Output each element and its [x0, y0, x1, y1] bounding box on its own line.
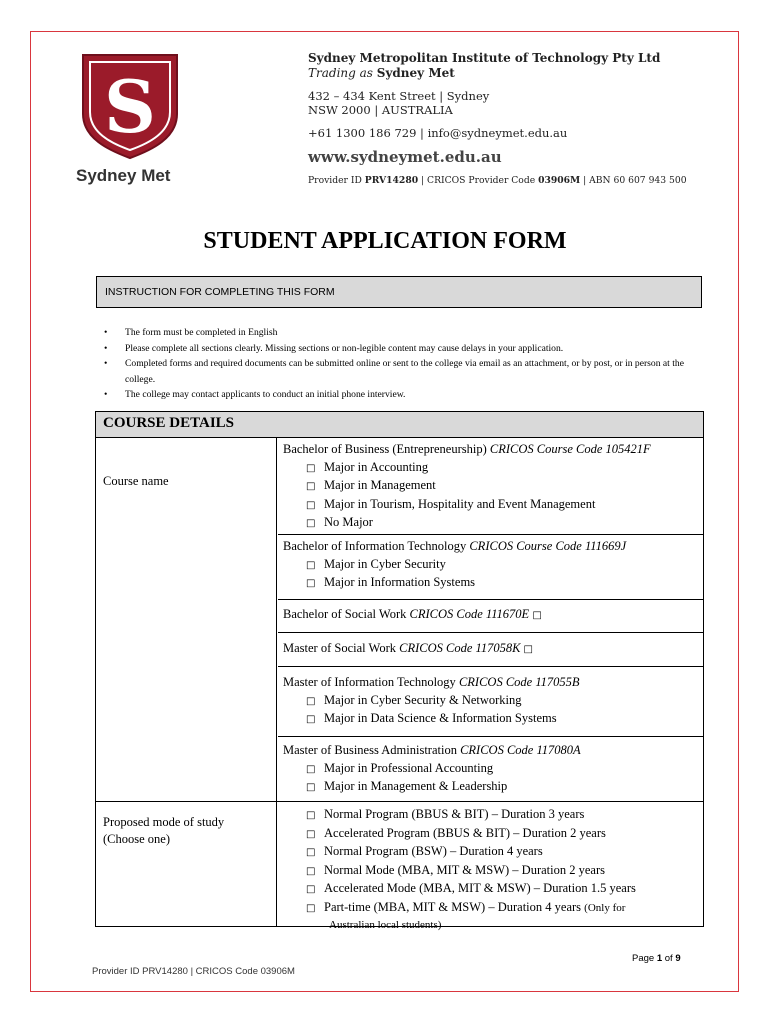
address-line-2: NSW 2000 | AUSTRALIA: [308, 103, 453, 117]
checkbox-icon[interactable]: □: [523, 644, 533, 655]
course-title: [283, 674, 703, 692]
instruction-item: • The form must be completed in English: [104, 325, 704, 341]
major-option[interactable]: □ Major in Accounting: [283, 459, 703, 478]
instructions-list: [104, 325, 704, 403]
major-option[interactable]: □ Major in Management: [283, 477, 703, 496]
checkbox-icon[interactable]: □: [306, 462, 316, 474]
mode-option[interactable]: □ Normal Mode (MBA, MIT & MSW) – Duration 2 years: [283, 862, 703, 881]
checkbox-icon[interactable]: □: [306, 763, 316, 775]
provider-line: Provider ID PRV14280 | CRICOS Provider Code 03906M | ABN 60 607 943 500: [308, 175, 687, 186]
checkbox-icon[interactable]: □: [532, 610, 542, 621]
course-details-heading: COURSE DETAILS: [96, 412, 703, 438]
course-title: [283, 742, 703, 760]
cricos-label: CRICOS Provider Code: [427, 175, 536, 186]
checkbox-icon[interactable]: □: [306, 902, 316, 914]
checkbox-icon[interactable]: □: [306, 782, 316, 793]
mode-note: (Only for: [584, 901, 626, 914]
major-option[interactable]: □ Major in Professional Accounting: [283, 760, 703, 779]
mode-options-cell: [278, 802, 703, 931]
course-bit-cell: [278, 534, 703, 599]
course-name: Master of Information Technology: [283, 675, 456, 689]
mode-option[interactable]: □ Accelerated Program (BBUS & BIT) – Duration 2 years: [283, 825, 703, 844]
checkbox-icon[interactable]: □: [306, 847, 316, 858]
provider-id: PRV14280: [364, 175, 419, 186]
checkbox-icon[interactable]: □: [306, 499, 316, 511]
checkbox-icon[interactable]: □: [306, 714, 316, 725]
course-mba-cell: [278, 736, 703, 802]
course-mit-cell: [278, 666, 703, 736]
institute-name: Sydney Metropolitan Institute of Technology Pty Ltd: [308, 51, 661, 65]
page-number: Page 1 of 9: [632, 953, 681, 964]
logo-name: Sydney Met: [76, 166, 171, 185]
email-address[interactable]: info@sydneymet.edu.au: [427, 126, 568, 140]
course-name-label: Course name: [103, 474, 169, 488]
checkbox-icon[interactable]: □: [306, 578, 316, 589]
course-title: [283, 538, 703, 556]
checkbox-icon[interactable]: □: [306, 828, 316, 840]
logo-letter: S: [104, 64, 156, 149]
major-option[interactable]: □ Major in Cyber Security: [283, 556, 703, 575]
course-title: [283, 441, 703, 459]
course-title: [283, 640, 703, 659]
instruction-item: • Completed forms and required documents can be submitted online or sent to the college via email as an attachment, or by post, or in person at the college.: [104, 356, 704, 387]
website-url[interactable]: www.sydneymet.edu.au: [308, 148, 502, 166]
major-option[interactable]: □ Major in Management & Leadership: [283, 778, 703, 797]
course-bbus-cell: [278, 438, 703, 534]
major-option[interactable]: □ Major in Cyber Security & Networking: [283, 692, 703, 711]
address-line-1: 432 – 434 Kent Street | Sydney: [308, 89, 490, 103]
course-details-table: [95, 411, 704, 931]
mode-option[interactable]: □ Normal Program (BSW) – Duration 4 years: [283, 843, 703, 862]
form-title: STUDENT APPLICATION FORM: [203, 228, 567, 254]
sydney-met-shield-logo: [80, 52, 180, 160]
checkbox-icon[interactable]: □: [306, 559, 316, 571]
checkbox-icon[interactable]: □: [306, 810, 316, 821]
mode-option[interactable]: □ Normal Program (BBUS & BIT) – Duration 3 years: [283, 806, 703, 825]
major-option[interactable]: □ Major in Information Systems: [283, 574, 703, 593]
major-option[interactable]: □ Major in Data Science & Information Systems: [283, 710, 703, 729]
trading-name: Sydney Met: [376, 66, 455, 80]
course-name: Bachelor of Business (Entrepreneurship): [283, 442, 487, 456]
course-code: CRICOS Course Code 111669J: [469, 539, 627, 553]
instruction-item: • Please complete all sections clearly. Missing sections or non-legible content may cause delays in your application.: [104, 341, 704, 357]
course-title: [283, 606, 703, 625]
course-name: Master of Social Work: [283, 641, 396, 655]
trading-as: [308, 66, 455, 80]
checkbox-icon[interactable]: □: [306, 481, 316, 492]
major-option[interactable]: □ No Major: [283, 514, 703, 533]
checkbox-icon[interactable]: □: [306, 865, 316, 877]
course-code: CRICOS Code 117055B: [458, 675, 580, 689]
mode-option[interactable]: □ Accelerated Mode (MBA, MIT & MSW) – Duration 1.5 years: [283, 880, 703, 899]
mode-option[interactable]: □ Part-time (MBA, MIT & MSW) – Duration 4 years (Only for: [283, 899, 703, 918]
mode-note-cont: Australian local students): [329, 919, 442, 931]
course-name: Bachelor of Information Technology: [283, 539, 467, 553]
course-name: Master of Business Administration: [283, 743, 457, 757]
mode-label-cell: [96, 802, 277, 926]
course-bsw-cell: [278, 599, 703, 632]
provider-label: Provider ID: [308, 175, 362, 186]
course-code: CRICOS Course Code 105421F: [489, 442, 651, 456]
checkbox-icon[interactable]: □: [306, 884, 316, 895]
checkbox-icon[interactable]: □: [306, 695, 316, 707]
trading-prefix: Trading as: [308, 66, 373, 80]
course-code: CRICOS Code 117080A: [460, 743, 581, 757]
cricos-code: 03906M: [538, 175, 581, 186]
course-code: CRICOS Code 111670E: [409, 607, 530, 621]
footer-provider: Provider ID PRV14280 | CRICOS Code 03906M: [92, 966, 295, 977]
phone-number: +61 1300 186 729: [308, 126, 417, 140]
instruction-item: • The college may contact applicants to conduct an initial phone interview.: [104, 387, 704, 403]
major-option[interactable]: □ Major in Tourism, Hospitality and Event Management: [283, 496, 703, 515]
course-msw-cell: [278, 632, 703, 666]
course-name: Bachelor of Social Work: [283, 607, 407, 621]
course-code: CRICOS Code 117058K: [399, 641, 521, 655]
contact-line: +61 1300 186 729 | info@sydneymet.edu.au: [308, 126, 568, 140]
abn: ABN 60 607 943 500: [589, 175, 687, 186]
mode-label-2: (Choose one): [103, 832, 170, 846]
instructions-heading: INSTRUCTION FOR COMPLETING THIS FORM: [96, 276, 702, 308]
checkbox-icon[interactable]: □: [306, 518, 316, 529]
mode-label-1: Proposed mode of study: [103, 815, 225, 829]
course-name-label-cell: [96, 438, 277, 802]
